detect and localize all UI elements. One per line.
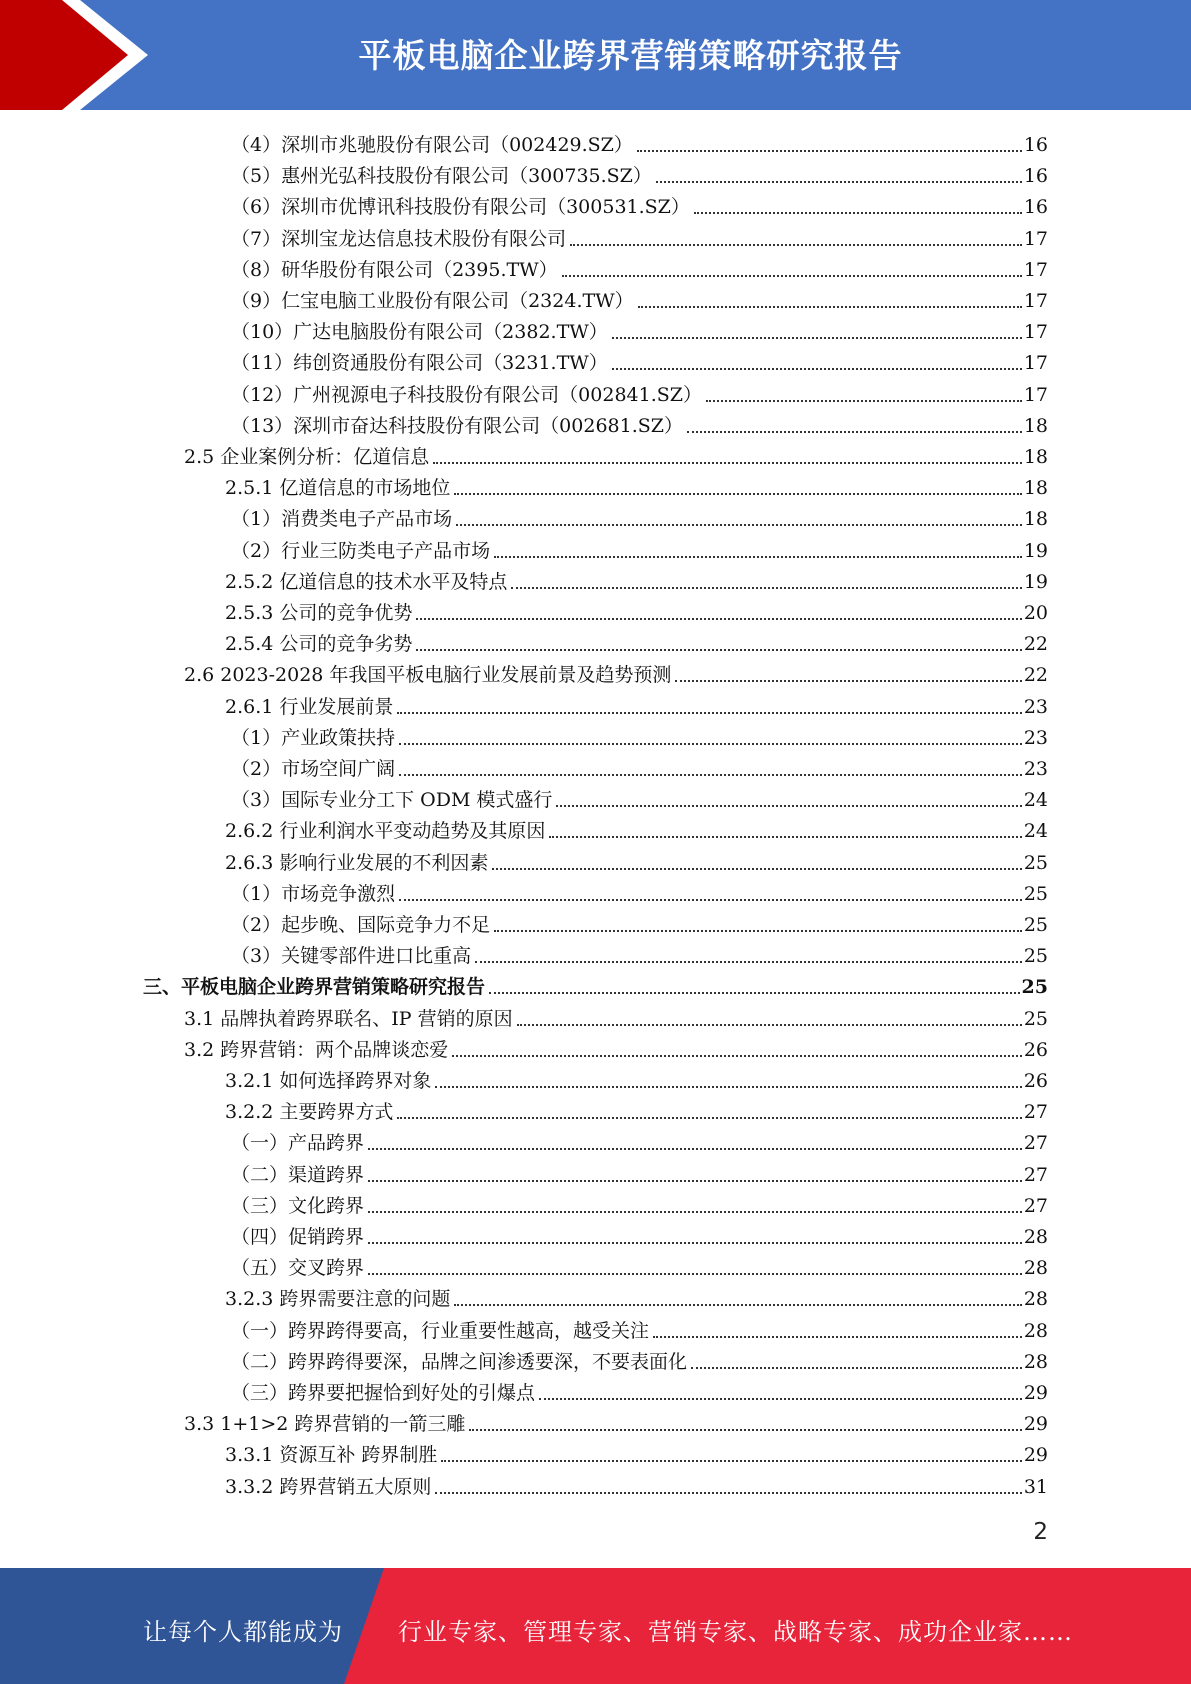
toc-entry[interactable] <box>184 1406 1048 1437</box>
toc-entry-page: 19 <box>1023 539 1048 562</box>
toc-entry[interactable] <box>231 283 1048 314</box>
toc-leader-dots <box>397 712 1021 714</box>
toc-entry[interactable] <box>225 626 1048 657</box>
toc-leader-dots <box>517 1024 1022 1026</box>
toc-entry-title: 3.2.1 如何选择跨界对象 <box>225 1070 432 1092</box>
toc-entry-title: 2.5.4 公司的竞争劣势 <box>225 633 413 656</box>
toc-entry-title: 三、平板电脑企业跨界营销策略研究报告 <box>143 976 486 999</box>
toc-entry-title: （1）消费类电子产品市场 <box>231 508 453 531</box>
toc-entry-title: （2）行业三防类电子产品市场 <box>231 539 491 562</box>
page-footer <box>0 1568 1191 1684</box>
toc-leader-dots <box>539 1398 1022 1400</box>
toc-entry[interactable] <box>225 1469 1048 1500</box>
toc-entry-page: 28 <box>1023 1226 1048 1248</box>
toc-entry-title: 2.5 企业案例分析：亿道信息 <box>184 446 430 468</box>
toc-entry[interactable] <box>231 221 1048 252</box>
toc-entry-title: （7）深圳宝龙达信息技术股份有限公司 <box>231 227 567 250</box>
toc-leader-dots <box>706 400 1022 402</box>
toc-entry-title: （11）纬创资通股份有限公司（3231.TW） <box>231 352 608 375</box>
toc-entry-page: 23 <box>1023 758 1048 780</box>
toc-entry-page: 18 <box>1023 414 1048 437</box>
toc-entry[interactable] <box>231 158 1048 189</box>
toc-entry[interactable] <box>225 470 1048 501</box>
toc-entry-title: （1）产业政策扶持 <box>231 726 396 749</box>
toc-leader-dots <box>637 150 1022 152</box>
toc-entry-page: 25 <box>1023 1007 1048 1030</box>
toc-leader-dots <box>694 212 1022 214</box>
toc-entry-page: 17 <box>1023 258 1048 281</box>
toc-entry[interactable] <box>184 1032 1048 1063</box>
toc-entry[interactable] <box>225 689 1048 720</box>
toc-entry-page: 22 <box>1023 664 1048 687</box>
toc-entry-title: （8）研华股份有限公司（2395.TW） <box>231 258 558 281</box>
toc-leader-dots <box>691 1367 1022 1369</box>
toc-entry[interactable] <box>231 782 1048 813</box>
toc-entry-page: 19 <box>1023 570 1048 593</box>
footer-slogan-left: 让每个人都能成为 <box>143 1618 343 1646</box>
toc-entry-page: 23 <box>1023 695 1048 718</box>
toc-leader-dots <box>397 1117 1021 1119</box>
toc-leader-dots <box>454 493 1021 495</box>
toc-leader-dots <box>435 1492 1021 1494</box>
toc-entry-page: 23 <box>1023 726 1048 749</box>
toc-entry-page: 28 <box>1023 1319 1048 1342</box>
toc-leader-dots <box>368 1148 1022 1150</box>
toc-entry[interactable] <box>225 1063 1048 1094</box>
toc-entry-page: 18 <box>1023 477 1048 500</box>
toc-leader-dots <box>556 805 1021 807</box>
toc-entry[interactable] <box>231 533 1048 564</box>
toc-entry-title: （四）促销跨界 <box>231 1226 365 1248</box>
toc-entry-title: （13）深圳市奋达科技股份有限公司（002681.SZ） <box>231 414 683 437</box>
toc-leader-dots <box>492 868 1021 870</box>
toc-entry-title: （2）起步晚、国际竞争力不足 <box>231 914 491 936</box>
toc-entry[interactable] <box>225 845 1048 876</box>
toc-entry-title: 2.5.3 公司的竞争优势 <box>225 602 413 624</box>
toc-entry[interactable] <box>231 1188 1048 1219</box>
toc-leader-dots <box>368 1273 1022 1275</box>
toc-leader-dots <box>549 836 1021 838</box>
toc-leader-dots <box>494 930 1022 932</box>
toc-entry-title: （5）惠州光弘科技股份有限公司（300735.SZ） <box>231 165 652 188</box>
toc-entry-title: 3.2.3 跨界需要注意的问题 <box>225 1288 451 1311</box>
toc-leader-dots <box>368 1242 1022 1244</box>
toc-entry-title: （12）广州视源电子科技股份有限公司（002841.SZ） <box>231 383 702 406</box>
toc-entry[interactable] <box>231 252 1048 283</box>
toc-entry-page: 29 <box>1023 1382 1048 1404</box>
toc-entry-page: 27 <box>1023 1132 1048 1155</box>
toc-entry-page: 17 <box>1023 383 1048 406</box>
toc-entry-title: （1）市场竞争激烈 <box>231 882 396 905</box>
toc-leader-dots <box>435 1086 1021 1088</box>
toc-leader-dots <box>656 181 1022 183</box>
toc-entry-title: 2.6 2023-2028 年我国平板电脑行业发展前景及趋势预测 <box>184 664 672 687</box>
toc-leader-dots <box>368 1211 1022 1213</box>
toc-leader-dots <box>416 649 1021 651</box>
toc-leader-dots <box>653 1336 1022 1338</box>
toc-entry-title: 2.6.3 影响行业发展的不利因素 <box>225 851 489 874</box>
toc-entry-page: 31 <box>1023 1475 1048 1498</box>
toc-entry-page: 27 <box>1023 1194 1048 1217</box>
toc-leader-dots <box>399 743 1022 745</box>
toc-entry[interactable] <box>231 1219 1048 1250</box>
toc-leader-dots <box>675 680 1021 682</box>
report-title: 平板电脑企业跨界营销策略研究报告 <box>358 36 903 75</box>
toc-entry[interactable] <box>231 1344 1048 1375</box>
toc-entry[interactable] <box>225 813 1048 844</box>
toc-leader-dots <box>489 992 1020 994</box>
toc-entry-page: 17 <box>1023 321 1048 344</box>
toc-entry-page: 27 <box>1023 1163 1048 1186</box>
toc-entry[interactable] <box>231 751 1048 782</box>
toc-entry[interactable] <box>231 408 1048 439</box>
toc-entry[interactable] <box>225 564 1048 595</box>
toc-entry[interactable] <box>231 1313 1048 1344</box>
toc-leader-dots <box>469 1429 1021 1431</box>
toc-entry[interactable] <box>143 969 1048 1000</box>
toc-entry[interactable] <box>184 657 1048 688</box>
toc-entry-title: （三）文化跨界 <box>231 1194 365 1217</box>
toc-leader-dots <box>368 1180 1022 1182</box>
page-number: 2 <box>1033 1519 1048 1545</box>
toc-leader-dots <box>399 774 1022 776</box>
toc-entry[interactable] <box>231 189 1048 220</box>
toc-entry[interactable] <box>225 595 1048 626</box>
toc-entry[interactable] <box>231 938 1048 969</box>
toc-entry-page: 24 <box>1023 789 1048 812</box>
toc-entry-page: 20 <box>1023 602 1048 624</box>
toc-leader-dots <box>570 244 1022 246</box>
toc-entry-page: 25 <box>1023 945 1048 968</box>
toc-leader-dots <box>475 961 1022 963</box>
toc-entry-title: 2.6.1 行业发展前景 <box>225 695 394 718</box>
toc-entry-page: 17 <box>1023 227 1048 250</box>
toc-entry-page: 28 <box>1023 1257 1048 1280</box>
toc-entry-page: 17 <box>1023 352 1048 375</box>
toc-entry-page: 26 <box>1023 1070 1048 1092</box>
toc-leader-dots <box>612 337 1022 339</box>
toc-entry[interactable] <box>231 1375 1048 1406</box>
toc-entry-title: （五）交叉跨界 <box>231 1257 365 1280</box>
toc-leader-dots <box>433 462 1022 464</box>
toc-entry[interactable] <box>231 1250 1048 1281</box>
toc-entry-title: （三）跨界要把握恰到好处的引爆点 <box>231 1382 536 1404</box>
toc-entry-title: （二）跨界跨得要深，品牌之间渗透要深，不要表面化 <box>231 1350 688 1373</box>
toc-leader-dots <box>612 368 1022 370</box>
toc-entry-page: 28 <box>1023 1288 1048 1311</box>
toc-entry-page: 28 <box>1023 1350 1048 1373</box>
toc-entry-title: 2.5.2 亿道信息的技术水平及特点 <box>225 570 508 593</box>
toc-entry-title: （一）产品跨界 <box>231 1132 365 1155</box>
toc-entry-page: 18 <box>1023 446 1048 468</box>
toc-entry[interactable] <box>231 907 1048 938</box>
toc-leader-dots <box>441 1460 1021 1462</box>
toc-leader-dots <box>452 1055 1022 1057</box>
toc-entry-title: （6）深圳市优博讯科技股份有限公司（300531.SZ） <box>231 196 690 219</box>
toc-leader-dots <box>456 524 1022 526</box>
toc-entry-page: 26 <box>1023 1038 1048 1061</box>
toc-leader-dots <box>562 275 1022 277</box>
toc-entry-title: （3）关键零部件进口比重高 <box>231 945 472 968</box>
toc-entry[interactable] <box>225 1094 1048 1125</box>
toc-entry[interactable] <box>231 501 1048 532</box>
toc-entry-page: 16 <box>1023 134 1048 156</box>
toc-leader-dots <box>638 306 1022 308</box>
toc-entry[interactable] <box>231 127 1048 158</box>
toc-entry-title: 2.6.2 行业利润水平变动趋势及其原因 <box>225 820 546 843</box>
toc-entry[interactable] <box>231 1125 1048 1156</box>
toc-entry-page: 25 <box>1021 976 1048 999</box>
toc-entry-title: （9）仁宝电脑工业股份有限公司（2324.TW） <box>231 290 634 312</box>
toc-entry-page: 16 <box>1023 165 1048 188</box>
toc-leader-dots <box>399 899 1022 901</box>
toc-entry-page: 25 <box>1023 851 1048 874</box>
toc-entry-page: 27 <box>1023 1101 1048 1124</box>
toc-entry[interactable] <box>184 439 1048 470</box>
toc-entry[interactable] <box>231 1157 1048 1188</box>
toc-entry-page: 24 <box>1023 820 1048 843</box>
toc-leader-dots <box>494 556 1022 558</box>
toc-entry[interactable] <box>225 1437 1048 1468</box>
toc-leader-dots <box>511 587 1021 589</box>
toc-entry[interactable] <box>231 314 1048 345</box>
toc-entry-page: 16 <box>1023 196 1048 219</box>
toc-entry-page: 29 <box>1023 1444 1048 1467</box>
toc-entry[interactable] <box>225 1281 1048 1312</box>
toc-entry-title: （4）深圳市兆驰股份有限公司（002429.SZ） <box>231 134 633 156</box>
toc-entry-title: 3.1 品牌执着跨界联名、IP 营销的原因 <box>184 1007 513 1030</box>
toc-entry[interactable] <box>231 345 1048 376</box>
toc-entry[interactable] <box>231 720 1048 751</box>
toc-entry[interactable] <box>231 377 1048 408</box>
toc-entry-page: 29 <box>1023 1413 1048 1436</box>
footer-slogan-right: 行业专家、管理专家、营销专家、战略专家、成功企业家…… <box>398 1618 1073 1646</box>
toc-entry[interactable] <box>231 876 1048 907</box>
toc-entry-page: 17 <box>1023 290 1048 312</box>
toc-entry-title: 3.3.2 跨界营销五大原则 <box>225 1475 432 1498</box>
toc-entry-title: （二）渠道跨界 <box>231 1163 365 1186</box>
page-header <box>0 0 1191 110</box>
toc-entry-title: （2）市场空间广阔 <box>231 758 396 780</box>
toc-entry-title: 2.5.1 亿道信息的市场地位 <box>225 477 451 500</box>
toc-entry-page: 22 <box>1023 633 1048 656</box>
toc-leader-dots <box>454 1304 1021 1306</box>
toc-entry-title: （3）国际专业分工下 ODM 模式盛行 <box>231 789 553 812</box>
toc-entry-title: （10）广达电脑股份有限公司（2382.TW） <box>231 321 608 344</box>
toc-entry-title: 3.3 1+1>2 跨界营销的一箭三雕 <box>184 1413 466 1436</box>
toc-leader-dots <box>416 618 1021 620</box>
toc-entry[interactable] <box>184 1001 1048 1032</box>
toc-entry-title: （一）跨界跨得要高，行业重要性越高，越受关注 <box>231 1319 650 1342</box>
toc-entry-page: 25 <box>1023 882 1048 905</box>
toc-entry-page: 25 <box>1023 914 1048 936</box>
toc-entry-page: 18 <box>1023 508 1048 531</box>
toc-leader-dots <box>687 431 1022 433</box>
toc-entry-title: 3.2 跨界营销：两个品牌谈恋爱 <box>184 1038 449 1061</box>
toc-entry-title: 3.2.2 主要跨界方式 <box>225 1101 394 1124</box>
toc-entry-title: 3.3.1 资源互补 跨界制胜 <box>225 1444 438 1467</box>
